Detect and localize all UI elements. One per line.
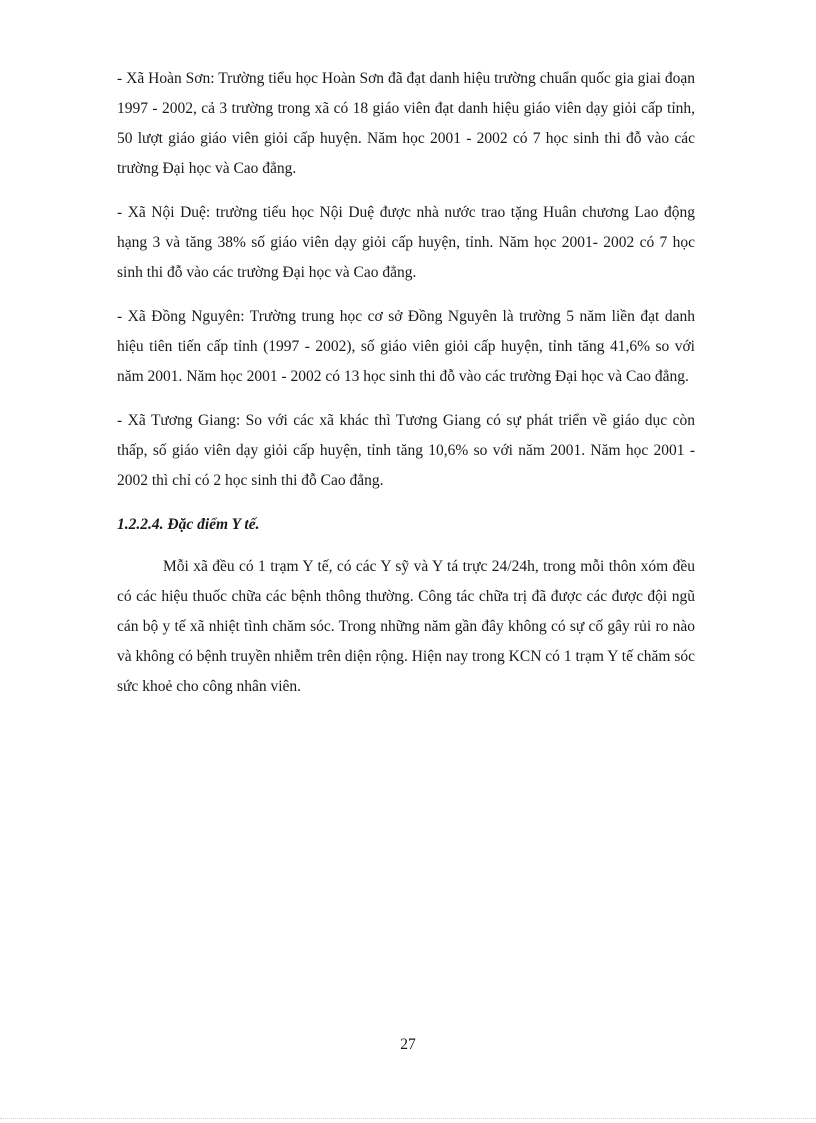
paragraph-noi-due: - Xã Nội Duệ: trường tiểu học Nội Duệ được nhà nước trao tặng Huân chương Lao động hạng 3 và tăng 38% số giáo viên dạy giỏi cấp huyện, tỉnh. Năm học 2001- 2002 có 7 học sinh thi đỗ vào các trường Đại học và Cao đẳng.: [117, 204, 695, 281]
page-number: 27: [400, 1036, 416, 1053]
paragraph-hoan-son: - Xã Hoàn Sơn: Trường tiểu học Hoàn Sơn đã đạt danh hiệu trường chuẩn quốc gia giai đoạn 1997 - 2002, cả 3 trường trong xã có 18 giáo viên đạt danh hiệu giáo viên dạy giỏi cấp tỉnh, 50 lượt giáo giáo viên giỏi cấp huyện. Năm học 2001 - 2002 có 7 học sinh thi đỗ vào các trường Đại học và Cao đẳng.: [117, 70, 695, 177]
paragraph-health: Mỗi xã đều có 1 trạm Y tế, có các Y sỹ và Y tá trực 24/24h, trong mỗi thôn xóm đều có các hiệu thuốc chữa các bệnh thông thường. Công tác chữa trị đã được các được đội ngũ cán bộ y tế xã nhiệt tình chăm sóc. Trong những năm gần đây không có sự cố gây rủi ro nào và không có bệnh truyền nhiễm trên diện rộng. Hiện nay trong KCN có 1 trạm Y tế chăm sóc sức khoẻ cho công nhân viên.: [117, 558, 695, 695]
page-bottom-divider: [0, 1118, 816, 1119]
paragraph-dong-nguyen: - Xã Đồng Nguyên: Trường trung học cơ sở Đồng Nguyên là trường 5 năm liền đạt danh hiệu tiên tiến cấp tỉnh (1997 - 2002), số giáo viên giỏi cấp huyện, tỉnh tăng 41,6% so với năm 2001. Năm học 2001 - 2002 có 13 học sinh thi đỗ vào các trường Đại học và Cao đẳng.: [117, 308, 695, 385]
document-body: [117, 64, 695, 716]
paragraph-tuong-giang: - Xã Tương Giang: So với các xã khác thì Tương Giang có sự phát triển về giáo dục còn thấp, số giáo viên dạy giỏi cấp huyện, tỉnh tăng 10,6% so với năm 2001. Năm học 2001 - 2002 thì chỉ có 2 học sinh thi đỗ Cao đẳng.: [117, 412, 695, 489]
section-heading: 1.2.2.4. Đặc điểm Y tế.: [117, 516, 260, 533]
